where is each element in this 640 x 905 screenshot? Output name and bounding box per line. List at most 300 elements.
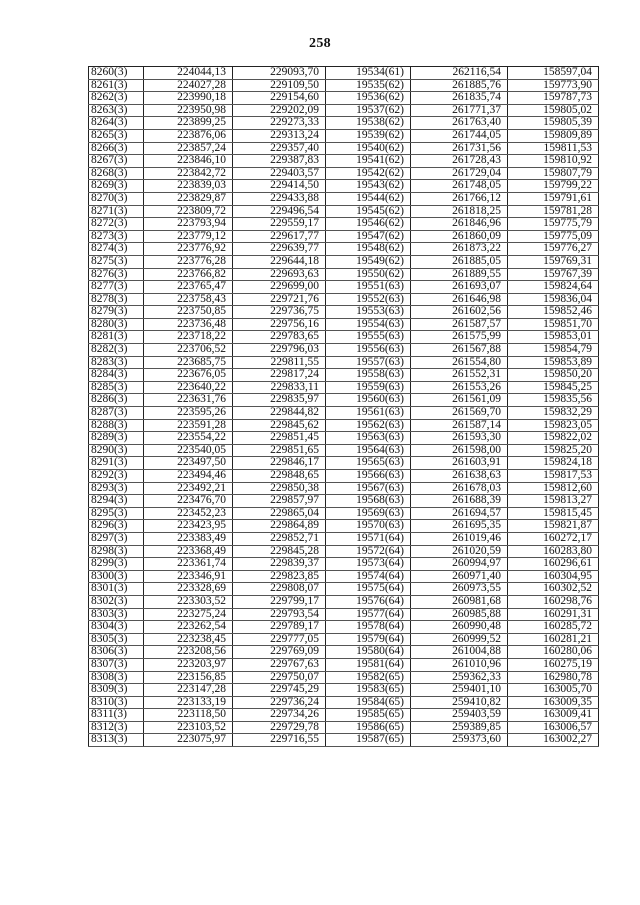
x-coordinate-cell: 223423,95: [144, 520, 233, 533]
y-coordinate-cell: 229833,11: [233, 381, 326, 394]
point-id-cell: 8264(3): [89, 117, 144, 130]
table-row: [89, 507, 599, 520]
y-coordinate-cell: 229839,37: [233, 558, 326, 571]
y-coordinate-cell: 229845,28: [233, 545, 326, 558]
ref-x-cell: 261552,31: [411, 369, 508, 382]
ref-x-cell: 260985,88: [411, 608, 508, 621]
table-row: [89, 646, 599, 659]
ref-x-cell: 259401,10: [411, 684, 508, 697]
y-coordinate-cell: 229852,71: [233, 532, 326, 545]
ref-y-cell: 163006,57: [508, 721, 599, 734]
point-id-cell: 8265(3): [89, 129, 144, 142]
point-id-cell: 8287(3): [89, 407, 144, 420]
table-row: [89, 545, 599, 558]
ref-y-cell: 163002,27: [508, 734, 599, 747]
ref-point-id-cell: 19553(63): [326, 306, 411, 319]
ref-point-id-cell: 19577(64): [326, 608, 411, 621]
x-coordinate-cell: 223990,18: [144, 92, 233, 105]
table-row: [89, 129, 599, 142]
point-id-cell: 8280(3): [89, 318, 144, 331]
table-row: [89, 621, 599, 634]
table-row: [89, 369, 599, 382]
ref-x-cell: 261688,39: [411, 495, 508, 508]
table-row: [89, 268, 599, 281]
x-coordinate-cell: 223591,28: [144, 419, 233, 432]
table-row: [89, 142, 599, 155]
ref-point-id-cell: 19571(64): [326, 532, 411, 545]
ref-y-cell: 159822,02: [508, 432, 599, 445]
ref-x-cell: 261744,05: [411, 129, 508, 142]
x-coordinate-cell: 223383,49: [144, 532, 233, 545]
ref-y-cell: 162980,78: [508, 671, 599, 684]
table-row: [89, 218, 599, 231]
ref-point-id-cell: 19560(63): [326, 394, 411, 407]
table-row: [89, 243, 599, 256]
ref-point-id-cell: 19583(65): [326, 684, 411, 697]
x-coordinate-cell: 224027,28: [144, 79, 233, 92]
ref-y-cell: 159836,04: [508, 293, 599, 306]
ref-point-id-cell: 19582(65): [326, 671, 411, 684]
point-id-cell: 8282(3): [89, 344, 144, 357]
table-row: [89, 67, 599, 80]
ref-x-cell: 261695,35: [411, 520, 508, 533]
x-coordinate-cell: 223208,56: [144, 646, 233, 659]
point-id-cell: 8297(3): [89, 532, 144, 545]
ref-y-cell: 160281,21: [508, 633, 599, 646]
ref-x-cell: 261575,99: [411, 331, 508, 344]
ref-y-cell: 159787,73: [508, 92, 599, 105]
point-id-cell: 8283(3): [89, 356, 144, 369]
table-row: [89, 331, 599, 344]
table-row: [89, 407, 599, 420]
ref-x-cell: 261603,91: [411, 457, 508, 470]
y-coordinate-cell: 229721,76: [233, 293, 326, 306]
x-coordinate-cell: 223075,97: [144, 734, 233, 747]
point-id-cell: 8289(3): [89, 432, 144, 445]
ref-x-cell: 261885,05: [411, 255, 508, 268]
x-coordinate-cell: 223275,24: [144, 608, 233, 621]
x-coordinate-cell: 223776,28: [144, 255, 233, 268]
point-id-cell: 8267(3): [89, 155, 144, 168]
ref-y-cell: 159769,31: [508, 255, 599, 268]
x-coordinate-cell: 223554,22: [144, 432, 233, 445]
x-coordinate-cell: 223829,87: [144, 192, 233, 205]
table-row: [89, 457, 599, 470]
x-coordinate-cell: 223492,21: [144, 482, 233, 495]
ref-x-cell: 261602,56: [411, 306, 508, 319]
y-coordinate-cell: 229756,16: [233, 318, 326, 331]
ref-point-id-cell: 19567(63): [326, 482, 411, 495]
point-id-cell: 8288(3): [89, 419, 144, 432]
ref-y-cell: 159773,90: [508, 79, 599, 92]
point-id-cell: 8305(3): [89, 633, 144, 646]
ref-point-id-cell: 19548(62): [326, 243, 411, 256]
y-coordinate-cell: 229745,29: [233, 684, 326, 697]
ref-point-id-cell: 19570(63): [326, 520, 411, 533]
y-coordinate-cell: 229357,40: [233, 142, 326, 155]
table-row: [89, 419, 599, 432]
point-id-cell: 8299(3): [89, 558, 144, 571]
table-row: [89, 658, 599, 671]
x-coordinate-cell: 223595,26: [144, 407, 233, 420]
x-coordinate-cell: 223262,54: [144, 621, 233, 634]
ref-y-cell: 159799,22: [508, 180, 599, 193]
ref-x-cell: 259410,82: [411, 696, 508, 709]
ref-point-id-cell: 19537(62): [326, 104, 411, 117]
ref-y-cell: 159835,56: [508, 394, 599, 407]
ref-y-cell: 159805,02: [508, 104, 599, 117]
x-coordinate-cell: 223685,75: [144, 356, 233, 369]
y-coordinate-cell: 229644,18: [233, 255, 326, 268]
y-coordinate-cell: 229850,38: [233, 482, 326, 495]
ref-x-cell: 261569,70: [411, 407, 508, 420]
ref-y-cell: 159832,29: [508, 407, 599, 420]
ref-y-cell: 159812,60: [508, 482, 599, 495]
ref-y-cell: 159821,87: [508, 520, 599, 533]
ref-y-cell: 160283,80: [508, 545, 599, 558]
point-id-cell: 8300(3): [89, 570, 144, 583]
ref-x-cell: 260973,55: [411, 583, 508, 596]
ref-point-id-cell: 19538(62): [326, 117, 411, 130]
ref-y-cell: 159791,61: [508, 192, 599, 205]
point-id-cell: 8313(3): [89, 734, 144, 747]
ref-point-id-cell: 19581(64): [326, 658, 411, 671]
ref-point-id-cell: 19587(65): [326, 734, 411, 747]
ref-y-cell: 159854,79: [508, 344, 599, 357]
point-id-cell: 8261(3): [89, 79, 144, 92]
x-coordinate-cell: 223494,46: [144, 470, 233, 483]
ref-x-cell: 261771,37: [411, 104, 508, 117]
ref-point-id-cell: 19585(65): [326, 709, 411, 722]
ref-y-cell: 159776,27: [508, 243, 599, 256]
ref-x-cell: 261004,88: [411, 646, 508, 659]
ref-point-id-cell: 19586(65): [326, 721, 411, 734]
table-row: [89, 633, 599, 646]
table-row: [89, 432, 599, 445]
ref-y-cell: 159853,89: [508, 356, 599, 369]
y-coordinate-cell: 229750,07: [233, 671, 326, 684]
ref-x-cell: 261860,09: [411, 230, 508, 243]
ref-point-id-cell: 19564(63): [326, 444, 411, 457]
y-coordinate-cell: 229559,17: [233, 218, 326, 231]
table-row: [89, 180, 599, 193]
point-id-cell: 8309(3): [89, 684, 144, 697]
ref-y-cell: 160296,61: [508, 558, 599, 571]
y-coordinate-cell: 229403,57: [233, 167, 326, 180]
table-row: [89, 205, 599, 218]
table-row: [89, 583, 599, 596]
ref-x-cell: 259403,59: [411, 709, 508, 722]
ref-point-id-cell: 19540(62): [326, 142, 411, 155]
ref-point-id-cell: 19578(64): [326, 621, 411, 634]
ref-point-id-cell: 19573(64): [326, 558, 411, 571]
x-coordinate-cell: 223736,48: [144, 318, 233, 331]
table-row: [89, 482, 599, 495]
table-row: [89, 381, 599, 394]
x-coordinate-cell: 223118,50: [144, 709, 233, 722]
y-coordinate-cell: 229496,54: [233, 205, 326, 218]
ref-y-cell: 160302,52: [508, 583, 599, 596]
ref-point-id-cell: 19561(63): [326, 407, 411, 420]
ref-x-cell: 261748,05: [411, 180, 508, 193]
ref-x-cell: 261731,56: [411, 142, 508, 155]
ref-y-cell: 159851,70: [508, 318, 599, 331]
y-coordinate-cell: 229414,50: [233, 180, 326, 193]
x-coordinate-cell: 223476,70: [144, 495, 233, 508]
point-id-cell: 8263(3): [89, 104, 144, 117]
ref-y-cell: 159853,01: [508, 331, 599, 344]
ref-x-cell: 260990,48: [411, 621, 508, 634]
ref-x-cell: 261693,07: [411, 281, 508, 294]
table-row: [89, 281, 599, 294]
x-coordinate-cell: 223766,82: [144, 268, 233, 281]
y-coordinate-cell: 229851,45: [233, 432, 326, 445]
x-coordinate-cell: 223718,22: [144, 331, 233, 344]
ref-y-cell: 159807,79: [508, 167, 599, 180]
x-coordinate-cell: 223676,05: [144, 369, 233, 382]
ref-y-cell: 160298,76: [508, 595, 599, 608]
y-coordinate-cell: 229716,55: [233, 734, 326, 747]
ref-point-id-cell: 19563(63): [326, 432, 411, 445]
x-coordinate-cell: 223156,85: [144, 671, 233, 684]
ref-y-cell: 160291,31: [508, 608, 599, 621]
ref-x-cell: 261553,26: [411, 381, 508, 394]
ref-x-cell: 259373,60: [411, 734, 508, 747]
point-id-cell: 8306(3): [89, 646, 144, 659]
y-coordinate-cell: 229273,33: [233, 117, 326, 130]
x-coordinate-cell: 223899,25: [144, 117, 233, 130]
x-coordinate-cell: 223328,69: [144, 583, 233, 596]
table-row: [89, 671, 599, 684]
y-coordinate-cell: 229109,50: [233, 79, 326, 92]
table-row: [89, 734, 599, 747]
x-coordinate-cell: 223793,94: [144, 218, 233, 231]
point-id-cell: 8311(3): [89, 709, 144, 722]
y-coordinate-cell: 229154,60: [233, 92, 326, 105]
ref-point-id-cell: 19574(64): [326, 570, 411, 583]
x-coordinate-cell: 223452,23: [144, 507, 233, 520]
y-coordinate-cell: 229736,75: [233, 306, 326, 319]
ref-x-cell: 260971,40: [411, 570, 508, 583]
point-id-cell: 8270(3): [89, 192, 144, 205]
y-coordinate-cell: 229857,97: [233, 495, 326, 508]
y-coordinate-cell: 229811,55: [233, 356, 326, 369]
x-coordinate-cell: 223640,22: [144, 381, 233, 394]
table-row: [89, 570, 599, 583]
point-id-cell: 8292(3): [89, 470, 144, 483]
y-coordinate-cell: 229808,07: [233, 583, 326, 596]
ref-y-cell: 159824,18: [508, 457, 599, 470]
ref-point-id-cell: 19545(62): [326, 205, 411, 218]
table-row: [89, 608, 599, 621]
x-coordinate-cell: 223950,98: [144, 104, 233, 117]
ref-point-id-cell: 19580(64): [326, 646, 411, 659]
x-coordinate-cell: 223147,28: [144, 684, 233, 697]
table-row: [89, 192, 599, 205]
y-coordinate-cell: 229093,70: [233, 67, 326, 80]
point-id-cell: 8284(3): [89, 369, 144, 382]
table-row: [89, 104, 599, 117]
y-coordinate-cell: 229777,05: [233, 633, 326, 646]
ref-y-cell: 159810,92: [508, 155, 599, 168]
page-number: 258: [309, 36, 331, 51]
ref-point-id-cell: 19572(64): [326, 545, 411, 558]
ref-x-cell: 261728,43: [411, 155, 508, 168]
ref-y-cell: 159775,09: [508, 230, 599, 243]
ref-x-cell: 261763,40: [411, 117, 508, 130]
point-id-cell: 8266(3): [89, 142, 144, 155]
y-coordinate-cell: 229848,65: [233, 470, 326, 483]
ref-point-id-cell: 19565(63): [326, 457, 411, 470]
point-id-cell: 8310(3): [89, 696, 144, 709]
ref-x-cell: 261766,12: [411, 192, 508, 205]
y-coordinate-cell: 229693,63: [233, 268, 326, 281]
ref-y-cell: 159781,28: [508, 205, 599, 218]
y-coordinate-cell: 229846,17: [233, 457, 326, 470]
ref-y-cell: 160304,95: [508, 570, 599, 583]
ref-point-id-cell: 19552(63): [326, 293, 411, 306]
ref-point-id-cell: 19566(63): [326, 470, 411, 483]
y-coordinate-cell: 229783,65: [233, 331, 326, 344]
y-coordinate-cell: 229387,83: [233, 155, 326, 168]
x-coordinate-cell: 223497,50: [144, 457, 233, 470]
table-row: [89, 532, 599, 545]
point-id-cell: 8278(3): [89, 293, 144, 306]
y-coordinate-cell: 229699,00: [233, 281, 326, 294]
table-row: [89, 293, 599, 306]
point-id-cell: 8277(3): [89, 281, 144, 294]
ref-x-cell: 261694,57: [411, 507, 508, 520]
y-coordinate-cell: 229313,24: [233, 129, 326, 142]
ref-y-cell: 159824,64: [508, 281, 599, 294]
y-coordinate-cell: 229864,89: [233, 520, 326, 533]
point-id-cell: 8290(3): [89, 444, 144, 457]
ref-y-cell: 159809,89: [508, 129, 599, 142]
point-id-cell: 8286(3): [89, 394, 144, 407]
y-coordinate-cell: 229817,24: [233, 369, 326, 382]
ref-y-cell: 159813,27: [508, 495, 599, 508]
ref-point-id-cell: 19558(63): [326, 369, 411, 382]
ref-point-id-cell: 19576(64): [326, 595, 411, 608]
x-coordinate-cell: 223361,74: [144, 558, 233, 571]
table-row: [89, 595, 599, 608]
y-coordinate-cell: 229835,97: [233, 394, 326, 407]
ref-y-cell: 159767,39: [508, 268, 599, 281]
y-coordinate-cell: 229729,78: [233, 721, 326, 734]
ref-y-cell: 159823,05: [508, 419, 599, 432]
x-coordinate-cell: 223842,72: [144, 167, 233, 180]
table-row: [89, 167, 599, 180]
ref-point-id-cell: 19539(62): [326, 129, 411, 142]
table-row: [89, 230, 599, 243]
ref-point-id-cell: 19562(63): [326, 419, 411, 432]
y-coordinate-cell: 229851,65: [233, 444, 326, 457]
point-id-cell: 8260(3): [89, 67, 144, 80]
ref-point-id-cell: 19544(62): [326, 192, 411, 205]
ref-y-cell: 163009,35: [508, 696, 599, 709]
ref-point-id-cell: 19549(62): [326, 255, 411, 268]
ref-point-id-cell: 19543(62): [326, 180, 411, 193]
y-coordinate-cell: 229767,63: [233, 658, 326, 671]
point-id-cell: 8271(3): [89, 205, 144, 218]
ref-x-cell: 261554,80: [411, 356, 508, 369]
ref-point-id-cell: 19575(64): [326, 583, 411, 596]
point-id-cell: 8312(3): [89, 721, 144, 734]
ref-point-id-cell: 19569(63): [326, 507, 411, 520]
y-coordinate-cell: 229844,82: [233, 407, 326, 420]
ref-point-id-cell: 19557(63): [326, 356, 411, 369]
x-coordinate-cell: 223706,52: [144, 344, 233, 357]
x-coordinate-cell: 224044,13: [144, 67, 233, 80]
table-row: [89, 709, 599, 722]
y-coordinate-cell: 229736,24: [233, 696, 326, 709]
ref-x-cell: 260981,68: [411, 595, 508, 608]
y-coordinate-cell: 229865,04: [233, 507, 326, 520]
ref-x-cell: 261567,88: [411, 344, 508, 357]
ref-point-id-cell: 19535(62): [326, 79, 411, 92]
ref-x-cell: 261873,22: [411, 243, 508, 256]
point-id-cell: 8268(3): [89, 167, 144, 180]
ref-x-cell: 259389,85: [411, 721, 508, 734]
x-coordinate-cell: 223809,72: [144, 205, 233, 218]
x-coordinate-cell: 223857,24: [144, 142, 233, 155]
ref-y-cell: 159805,39: [508, 117, 599, 130]
ref-y-cell: 159845,25: [508, 381, 599, 394]
ref-point-id-cell: 19541(62): [326, 155, 411, 168]
point-id-cell: 8276(3): [89, 268, 144, 281]
coordinates-table: [88, 66, 599, 747]
x-coordinate-cell: 223103,52: [144, 721, 233, 734]
point-id-cell: 8303(3): [89, 608, 144, 621]
ref-x-cell: 261593,30: [411, 432, 508, 445]
ref-y-cell: 163009,41: [508, 709, 599, 722]
ref-x-cell: 261885,76: [411, 79, 508, 92]
point-id-cell: 8304(3): [89, 621, 144, 634]
x-coordinate-cell: 223876,06: [144, 129, 233, 142]
x-coordinate-cell: 223839,03: [144, 180, 233, 193]
y-coordinate-cell: 229799,17: [233, 595, 326, 608]
x-coordinate-cell: 223779,12: [144, 230, 233, 243]
ref-point-id-cell: 19546(62): [326, 218, 411, 231]
x-coordinate-cell: 223238,45: [144, 633, 233, 646]
ref-y-cell: 158597,04: [508, 67, 599, 80]
x-coordinate-cell: 223368,49: [144, 545, 233, 558]
y-coordinate-cell: 229769,09: [233, 646, 326, 659]
point-id-cell: 8279(3): [89, 306, 144, 319]
y-coordinate-cell: 229845,62: [233, 419, 326, 432]
ref-point-id-cell: 19534(61): [326, 67, 411, 80]
table-row: [89, 117, 599, 130]
table-row: [89, 255, 599, 268]
table-row: [89, 306, 599, 319]
x-coordinate-cell: 223631,76: [144, 394, 233, 407]
point-id-cell: 8285(3): [89, 381, 144, 394]
ref-point-id-cell: 19547(62): [326, 230, 411, 243]
x-coordinate-cell: 223303,52: [144, 595, 233, 608]
ref-x-cell: 261010,96: [411, 658, 508, 671]
ref-point-id-cell: 19555(63): [326, 331, 411, 344]
x-coordinate-cell: 223133,19: [144, 696, 233, 709]
table-row: [89, 495, 599, 508]
table-row: [89, 394, 599, 407]
table-row: [89, 444, 599, 457]
point-id-cell: 8262(3): [89, 92, 144, 105]
y-coordinate-cell: 229617,77: [233, 230, 326, 243]
x-coordinate-cell: 223776,92: [144, 243, 233, 256]
point-id-cell: 8302(3): [89, 595, 144, 608]
table-row: [89, 520, 599, 533]
ref-x-cell: 261020,59: [411, 545, 508, 558]
